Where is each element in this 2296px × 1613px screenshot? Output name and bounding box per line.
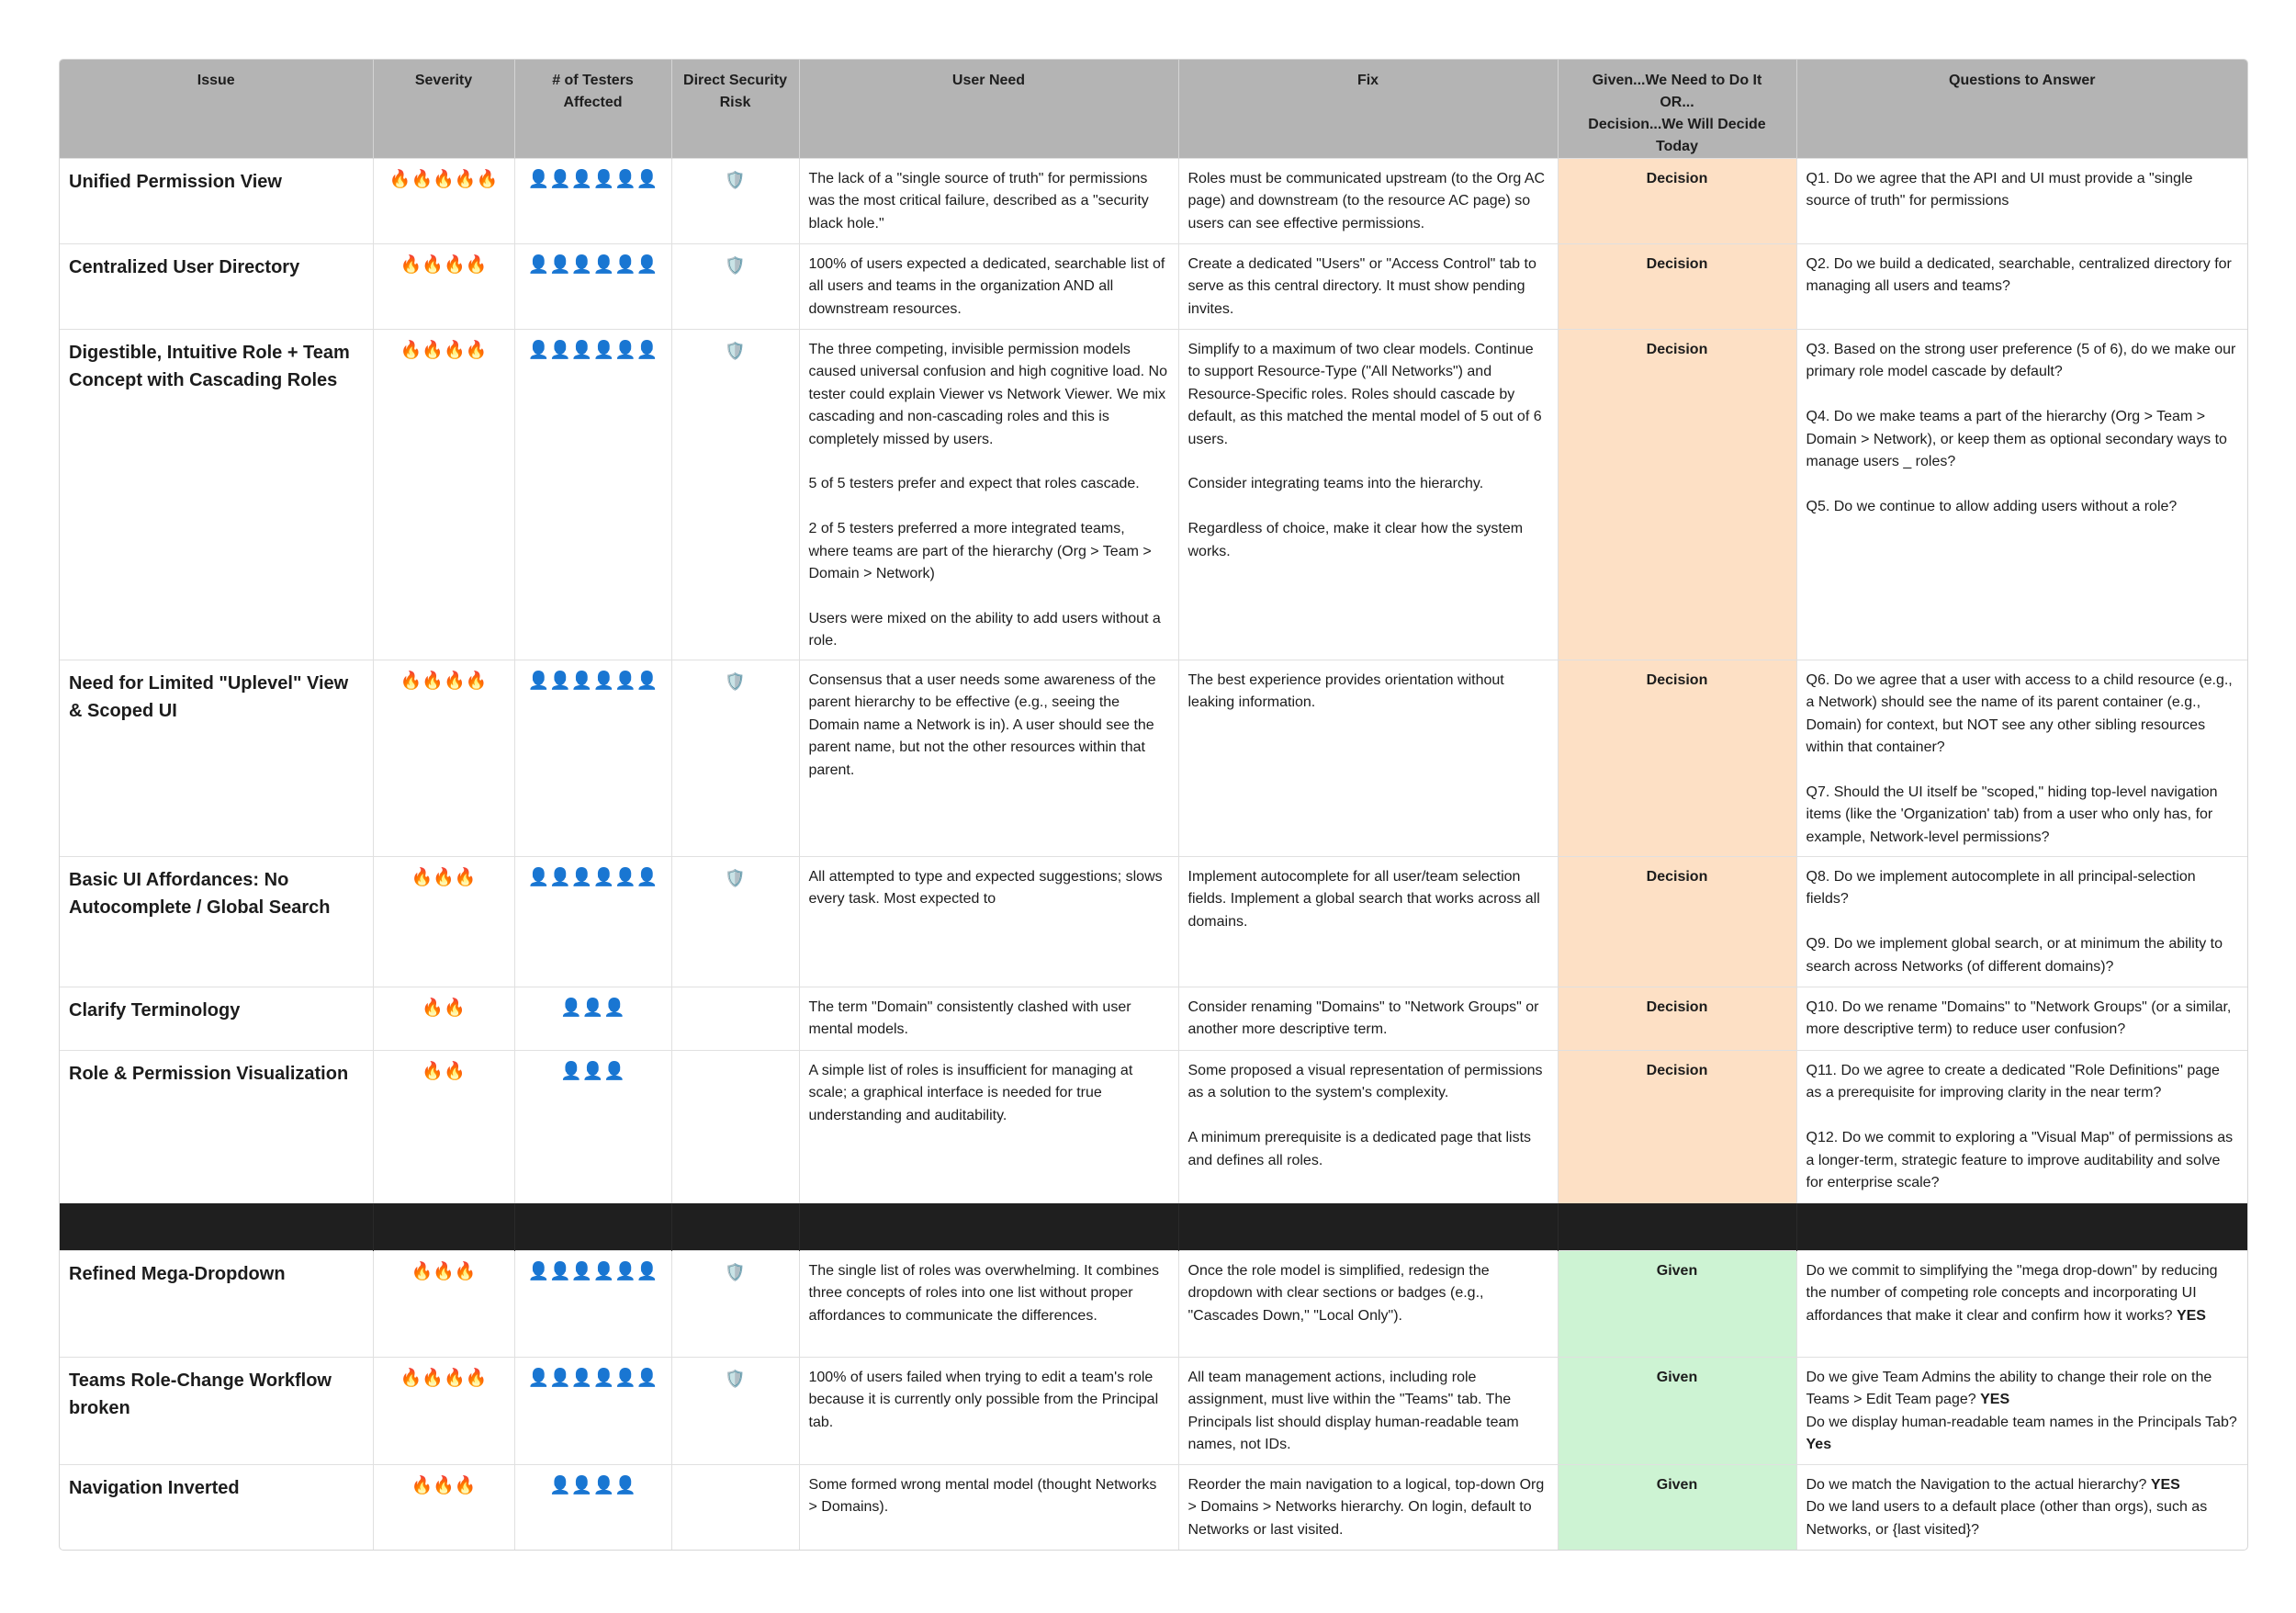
severity-cell [373,1465,514,1550]
decision-cell: Given [1558,1465,1796,1550]
issue-cell: Refined Mega-Dropdown [60,1251,373,1358]
testers-affected-cell [514,1358,671,1465]
person-icon: 👤 [549,868,571,887]
fire-icon: 🔥 [433,868,455,887]
questions-cell [1796,660,2247,857]
fire-icon: 🔥 [444,341,466,360]
person-icon: 👤 [592,1262,615,1281]
user-need-paragraph: Some formed wrong mental model (thought Networks > Domains). [808,1477,1161,1516]
header-direct-security-risk: Direct Security Risk [671,60,799,159]
person-icon: 👤 [570,255,593,275]
person-icon: 👤 [549,1476,571,1495]
severity-cell [373,987,514,1051]
question-answer: YES [2150,1477,2180,1493]
question [1806,339,2239,384]
table-row [60,987,2247,1051]
table-row [60,1051,2247,1203]
question [1806,997,2239,1042]
security-risk-cell [671,1051,799,1203]
shield-icon: 🛡️ [725,256,746,275]
fire-icon: 🔥 [400,255,422,275]
security-risk-cell [671,159,799,244]
fix-cell [1178,244,1558,330]
fix-cell [1178,159,1558,244]
fire-icon: 🔥 [422,255,444,275]
question [1806,1260,2239,1327]
question-text: Q1. Do we agree that the API and UI must provide a "single source of truth" for permissions [1806,171,2197,209]
person-icon: 👤 [592,1369,615,1388]
person-icon: 👤 [549,170,571,189]
separator-cell [60,1203,373,1251]
separator-cell [1178,1203,1558,1251]
question-text: Q5. Do we continue to allow adding users without a role? [1806,498,2178,514]
user-need-paragraph: The three competing, invisible permission models caused universal confusion and high cognitive load. No tester could explain Viewer vs Network Viewer. We mix cascading and non-cascading roles and this is completely missed by users. [808,342,1172,447]
severity-cell [373,660,514,857]
question-text: Q9. Do we implement global search, or at minimum the ability to search across Networks (of different domains)? [1806,936,2227,975]
user-need-cell [799,244,1178,330]
decision-cell: Decision [1558,159,1796,244]
fire-icon: 🔥 [444,998,466,1018]
table-row [60,1251,2247,1358]
fire-icon: 🔥 [433,1262,455,1281]
person-icon: 👤 [614,868,636,887]
header-severity: Severity [373,60,514,159]
question-text: Q11. Do we agree to create a dedicated "Role Definitions" page as a prerequisite for improving clarity in the near term? [1806,1063,2224,1101]
fix-paragraph: Implement autocomplete for all user/team selection fields. Implement a global search that works across all domains. [1187,869,1545,930]
fix-cell [1178,1251,1558,1358]
question-text: Do we display human-readable team names in the Principals Tab? [1806,1414,2237,1430]
question [1806,933,2239,978]
question [1806,866,2239,911]
person-icon: 👤 [570,170,593,189]
table-row [60,857,2247,987]
person-icon: 👤 [592,255,615,275]
question [1806,406,2239,473]
person-icon: 👤 [570,1262,593,1281]
question-text: Q8. Do we implement autocomplete in all principal-selection fields? [1806,869,2200,908]
person-icon: 👤 [592,1476,615,1495]
question [1806,1127,2239,1194]
fire-icon: 🔥 [388,170,411,189]
table-row [60,159,2247,244]
question [1806,782,2239,849]
person-icon: 👤 [636,170,658,189]
fix-paragraph: Once the role model is simplified, redesign the dropdown with clear sections or badges (e.g., "Cascades Down," "Local Only"). [1187,1263,1494,1324]
fix-cell [1178,330,1558,660]
fire-icon: 🔥 [411,868,433,887]
fix-paragraph: Simplify to a maximum of two clear models. Continue to support Resource-Type ("All Networks") and Resource-Specific roles. Roles should cascade by default, as this matched the mental model of 5 out of 6 users. [1187,342,1547,447]
header-row [60,60,2247,159]
separator-cell [1558,1203,1796,1251]
fix-paragraph: Consider renaming "Domains" to "Network Groups" or another more descriptive term. [1187,999,1543,1038]
separator-cell [799,1203,1178,1251]
header-fix: Fix [1178,60,1558,159]
testers-affected-cell [514,857,671,987]
person-icon: 👤 [527,1262,550,1281]
fix-paragraph: Some proposed a visual representation of permissions as a solution to the system's complexity. [1187,1063,1547,1101]
security-risk-cell [671,1465,799,1550]
issues-table [60,60,2247,1550]
fire-icon: 🔥 [400,341,422,360]
person-icon: 👤 [581,1062,604,1081]
person-icon: 👤 [549,1262,571,1281]
user-need-paragraph: All attempted to type and expected suggestions; slows every task. Most expected to [808,869,1167,908]
question [1806,1412,2239,1457]
questions-cell [1796,159,2247,244]
shield-icon: 🛡️ [725,869,746,887]
fire-icon: 🔥 [476,170,499,189]
user-need-cell [799,330,1178,660]
user-need-paragraph: 2 of 5 testers preferred a more integrated teams, where teams are part of the hierarchy (Org > Team > Domain > Network) [808,521,1156,582]
question-text: Q7. Should the UI itself be "scoped," hiding top-level navigation items (like the 'Organization' tab) from a user who only has, for example, Network-level permissions? [1806,784,2223,845]
decision-cell: Decision [1558,987,1796,1051]
question-text: Q12. Do we commit to exploring a "Visual Map" of permissions as a longer-term, strategic feature to improve auditability and solve for enterprise scale? [1806,1130,2237,1191]
fix-paragraph: A minimum prerequisite is a dedicated page that lists and defines all roles. [1187,1130,1536,1168]
decision-cell: Decision [1558,1051,1796,1203]
fire-icon: 🔥 [422,1062,444,1081]
person-icon: 👤 [636,255,658,275]
fire-icon: 🔥 [454,1262,477,1281]
question [1806,670,2239,760]
decision-cell: Decision [1558,857,1796,987]
severity-cell [373,330,514,660]
question [1806,254,2239,299]
fix-paragraph: Roles must be communicated upstream (to the Org AC page) and downstream (to the resource AC page) so users can see effective permissions. [1187,171,1549,231]
person-icon: 👤 [549,255,571,275]
user-need-cell [799,660,1178,857]
person-icon: 👤 [570,1369,593,1388]
user-need-cell [799,987,1178,1051]
header-user-need: User Need [799,60,1178,159]
question [1806,168,2239,213]
section-separator-row [60,1203,2247,1251]
table-row [60,1465,2247,1550]
questions-cell [1796,244,2247,330]
question-text: Do we match the Navigation to the actual hierarchy? [1806,1477,2147,1493]
questions-cell [1796,330,2247,660]
fix-paragraph: Regardless of choice, make it clear how the system works. [1187,521,1527,559]
fix-paragraph: All team management actions, including role assignment, must live within the "Teams" tab. The Principals list should display human-readable team names, not IDs. [1187,1370,1524,1453]
user-need-paragraph: The term "Domain" consistently clashed with user mental models. [808,999,1136,1038]
user-need-paragraph: Consensus that a user needs some awareness of the parent hierarchy to be effective (e.g., seeing the Domain name a Network is in). A user should see the parent name, but not the other resources within that parent. [808,672,1160,778]
testers-affected-cell [514,660,671,857]
person-icon: 👤 [592,868,615,887]
fire-icon: 🔥 [411,170,433,189]
person-icon: 👤 [559,1062,582,1081]
person-icon: 👤 [570,868,593,887]
person-icon: 👤 [527,170,550,189]
person-icon: 👤 [549,671,571,691]
person-icon: 👤 [592,341,615,360]
severity-cell [373,244,514,330]
question-text: Q10. Do we rename "Domains" to "Network Groups" (or a similar, more descriptive term) to reduce user confusion? [1806,999,2235,1038]
question-text: Q2. Do we build a dedicated, searchable, centralized directory for managing all users and teams? [1806,256,2236,295]
user-need-cell [799,1465,1178,1550]
testers-affected-cell [514,1465,671,1550]
security-risk-cell [671,244,799,330]
person-icon: 👤 [614,1369,636,1388]
fire-icon: 🔥 [465,671,488,691]
header-questions-to-answer: Questions to Answer [1796,60,2247,159]
fire-icon: 🔥 [465,255,488,275]
issue-cell: Need for Limited "Uplevel" View & Scoped UI [60,660,373,857]
fire-icon: 🔥 [400,671,422,691]
shield-icon: 🛡️ [725,171,746,189]
user-need-paragraph: The lack of a "single source of truth" for permissions was the most critical failure, described as a "security black hole." [808,171,1154,231]
person-icon: 👤 [559,998,582,1018]
fix-cell [1178,1051,1558,1203]
fire-icon: 🔥 [465,341,488,360]
person-icon: 👤 [570,671,593,691]
question-text: Q4. Do we make teams a part of the hierarchy (Org > Team > Domain > Network), or keep them as optional secondary ways to manage users _ roles? [1806,409,2232,470]
testers-affected-cell [514,1051,671,1203]
header-testers-affected: # of Testers Affected [514,60,671,159]
person-icon: 👤 [636,1262,658,1281]
fire-icon: 🔥 [454,868,477,887]
fix-paragraph: Reorder the main navigation to a logical, top-down Org > Domains > Networks hierarchy. On login, default to Networks or last visited. [1187,1477,1548,1538]
person-icon: 👤 [549,341,571,360]
issue-cell: Unified Permission View [60,159,373,244]
header-issue: Issue [60,60,373,159]
question-answer: YES [2176,1307,2206,1324]
security-risk-cell [671,660,799,857]
person-icon: 👤 [527,868,550,887]
person-icon: 👤 [614,1476,636,1495]
user-need-cell [799,1251,1178,1358]
person-icon: 👤 [527,255,550,275]
person-icon: 👤 [527,1369,550,1388]
issue-cell: Teams Role-Change Workflow broken [60,1358,373,1465]
decision-cell: Given [1558,1251,1796,1358]
question [1806,1060,2239,1105]
person-icon: 👤 [636,868,658,887]
fire-icon: 🔥 [454,1476,477,1495]
fire-icon: 🔥 [433,170,455,189]
separator-cell [373,1203,514,1251]
fire-icon: 🔥 [454,170,477,189]
user-need-paragraph: 100% of users failed when trying to edit a team's role because it is currently only possible from the Principal tab. [808,1370,1163,1430]
decision-cell: Given [1558,1358,1796,1465]
table-row [60,660,2247,857]
severity-cell [373,857,514,987]
decision-cell: Decision [1558,330,1796,660]
question-text: Q6. Do we agree that a user with access to a child resource (e.g., a Network) should see the name of its parent container (e.g., Domain) for context, but NOT see any other sibling resources within that container? [1806,672,2237,756]
user-need-paragraph: 100% of users expected a dedicated, searchable list of all users and teams in the organization AND all downstream resources. [808,256,1169,317]
person-icon: 👤 [636,341,658,360]
fire-icon: 🔥 [422,671,444,691]
person-icon: 👤 [614,341,636,360]
severity-cell [373,1358,514,1465]
shield-icon: 🛡️ [725,1263,746,1281]
questions-cell [1796,1358,2247,1465]
testers-affected-cell [514,1251,671,1358]
issues-table-container [59,59,2248,1551]
table-row [60,330,2247,660]
severity-cell [373,1051,514,1203]
person-icon: 👤 [614,1262,636,1281]
security-risk-cell [671,987,799,1051]
table-row [60,244,2247,330]
severity-cell [373,159,514,244]
questions-cell [1796,1465,2247,1550]
question [1806,1496,2239,1541]
person-icon: 👤 [614,170,636,189]
security-risk-cell [671,1251,799,1358]
fire-icon: 🔥 [444,1062,466,1081]
fix-paragraph: Consider integrating teams into the hierarchy. [1187,476,1484,492]
user-need-paragraph: A simple list of roles is insufficient for managing at scale; a graphical interface is needed for true understanding and auditability. [808,1063,1137,1123]
user-need-cell [799,1051,1178,1203]
fire-icon: 🔥 [422,341,444,360]
question [1806,1474,2239,1496]
person-icon: 👤 [603,1062,625,1081]
fire-icon: 🔥 [444,671,466,691]
question-text: Do we commit to simplifying the "mega drop-down" by reducing the number of competing role concepts and incorporating UI affordances that make it clear and confirm how it works? [1806,1263,2222,1324]
person-icon: 👤 [603,998,625,1018]
header-given-or-decision: Given...We Need to Do It OR... Decision...We Will Decide Today [1558,60,1796,159]
person-icon: 👤 [592,170,615,189]
person-icon: 👤 [527,671,550,691]
question-text: Q3. Based on the strong user preference (5 of 6), do we make our primary role model cascade by default? [1806,342,2240,380]
user-need-cell [799,1358,1178,1465]
security-risk-cell [671,330,799,660]
question-answer: Yes [1806,1437,1832,1453]
separator-cell [671,1203,799,1251]
questions-cell [1796,1051,2247,1203]
user-need-paragraph: Users were mixed on the ability to add users without a role. [808,610,1165,649]
issue-cell: Basic UI Affordances: No Autocomplete / Global Search [60,857,373,987]
testers-affected-cell [514,244,671,330]
person-icon: 👤 [570,1476,593,1495]
fire-icon: 🔥 [422,1369,444,1388]
decision-cell: Decision [1558,244,1796,330]
decision-cell: Decision [1558,660,1796,857]
fire-icon: 🔥 [444,255,466,275]
person-icon: 👤 [614,671,636,691]
severity-cell [373,1251,514,1358]
issue-cell: Navigation Inverted [60,1465,373,1550]
person-icon: 👤 [592,671,615,691]
fix-cell [1178,1358,1558,1465]
user-need-cell [799,159,1178,244]
shield-icon: 🛡️ [725,1370,746,1388]
questions-cell [1796,1251,2247,1358]
questions-cell [1796,857,2247,987]
issue-cell: Digestible, Intuitive Role + Team Concept with Cascading Roles [60,330,373,660]
testers-affected-cell [514,159,671,244]
issue-cell: Clarify Terminology [60,987,373,1051]
fire-icon: 🔥 [422,998,444,1018]
question [1806,1367,2239,1412]
person-icon: 👤 [570,341,593,360]
fire-icon: 🔥 [433,1476,455,1495]
shield-icon: 🛡️ [725,342,746,360]
separator-cell [1796,1203,2247,1251]
questions-cell [1796,987,2247,1051]
fire-icon: 🔥 [465,1369,488,1388]
fix-cell [1178,660,1558,857]
separator-cell [514,1203,671,1251]
fix-paragraph: Create a dedicated "Users" or "Access Control" tab to serve as this central directory. It must show pending invites. [1187,256,1541,317]
fire-icon: 🔥 [411,1476,433,1495]
question [1806,496,2239,518]
security-risk-cell [671,857,799,987]
fire-icon: 🔥 [444,1369,466,1388]
fire-icon: 🔥 [400,1369,422,1388]
testers-affected-cell [514,987,671,1051]
user-need-paragraph: The single list of roles was overwhelming. It combines three concepts of roles into one list without proper affordances to communicate the differences. [808,1263,1164,1324]
user-need-paragraph: 5 of 5 testers prefer and expect that roles cascade. [808,476,1140,492]
question-answer: YES [1980,1392,2010,1408]
person-icon: 👤 [614,255,636,275]
user-need-cell [799,857,1178,987]
issue-cell: Centralized User Directory [60,244,373,330]
fix-paragraph: The best experience provides orientation without leaking information. [1187,672,1509,711]
person-icon: 👤 [636,671,658,691]
fix-cell [1178,857,1558,987]
table-row [60,1358,2247,1465]
testers-affected-cell [514,330,671,660]
fix-cell [1178,987,1558,1051]
fix-cell [1178,1465,1558,1550]
person-icon: 👤 [581,998,604,1018]
person-icon: 👤 [527,341,550,360]
question-text: Do we land users to a default place (other than orgs), such as Networks, or {last visited}? [1806,1499,2212,1538]
question-text: Do we give Team Admins the ability to change their role on the Teams > Edit Team page? [1806,1370,2216,1408]
shield-icon: 🛡️ [725,672,746,691]
security-risk-cell [671,1358,799,1465]
fire-icon: 🔥 [411,1262,433,1281]
person-icon: 👤 [549,1369,571,1388]
issue-cell: Role & Permission Visualization [60,1051,373,1203]
person-icon: 👤 [636,1369,658,1388]
